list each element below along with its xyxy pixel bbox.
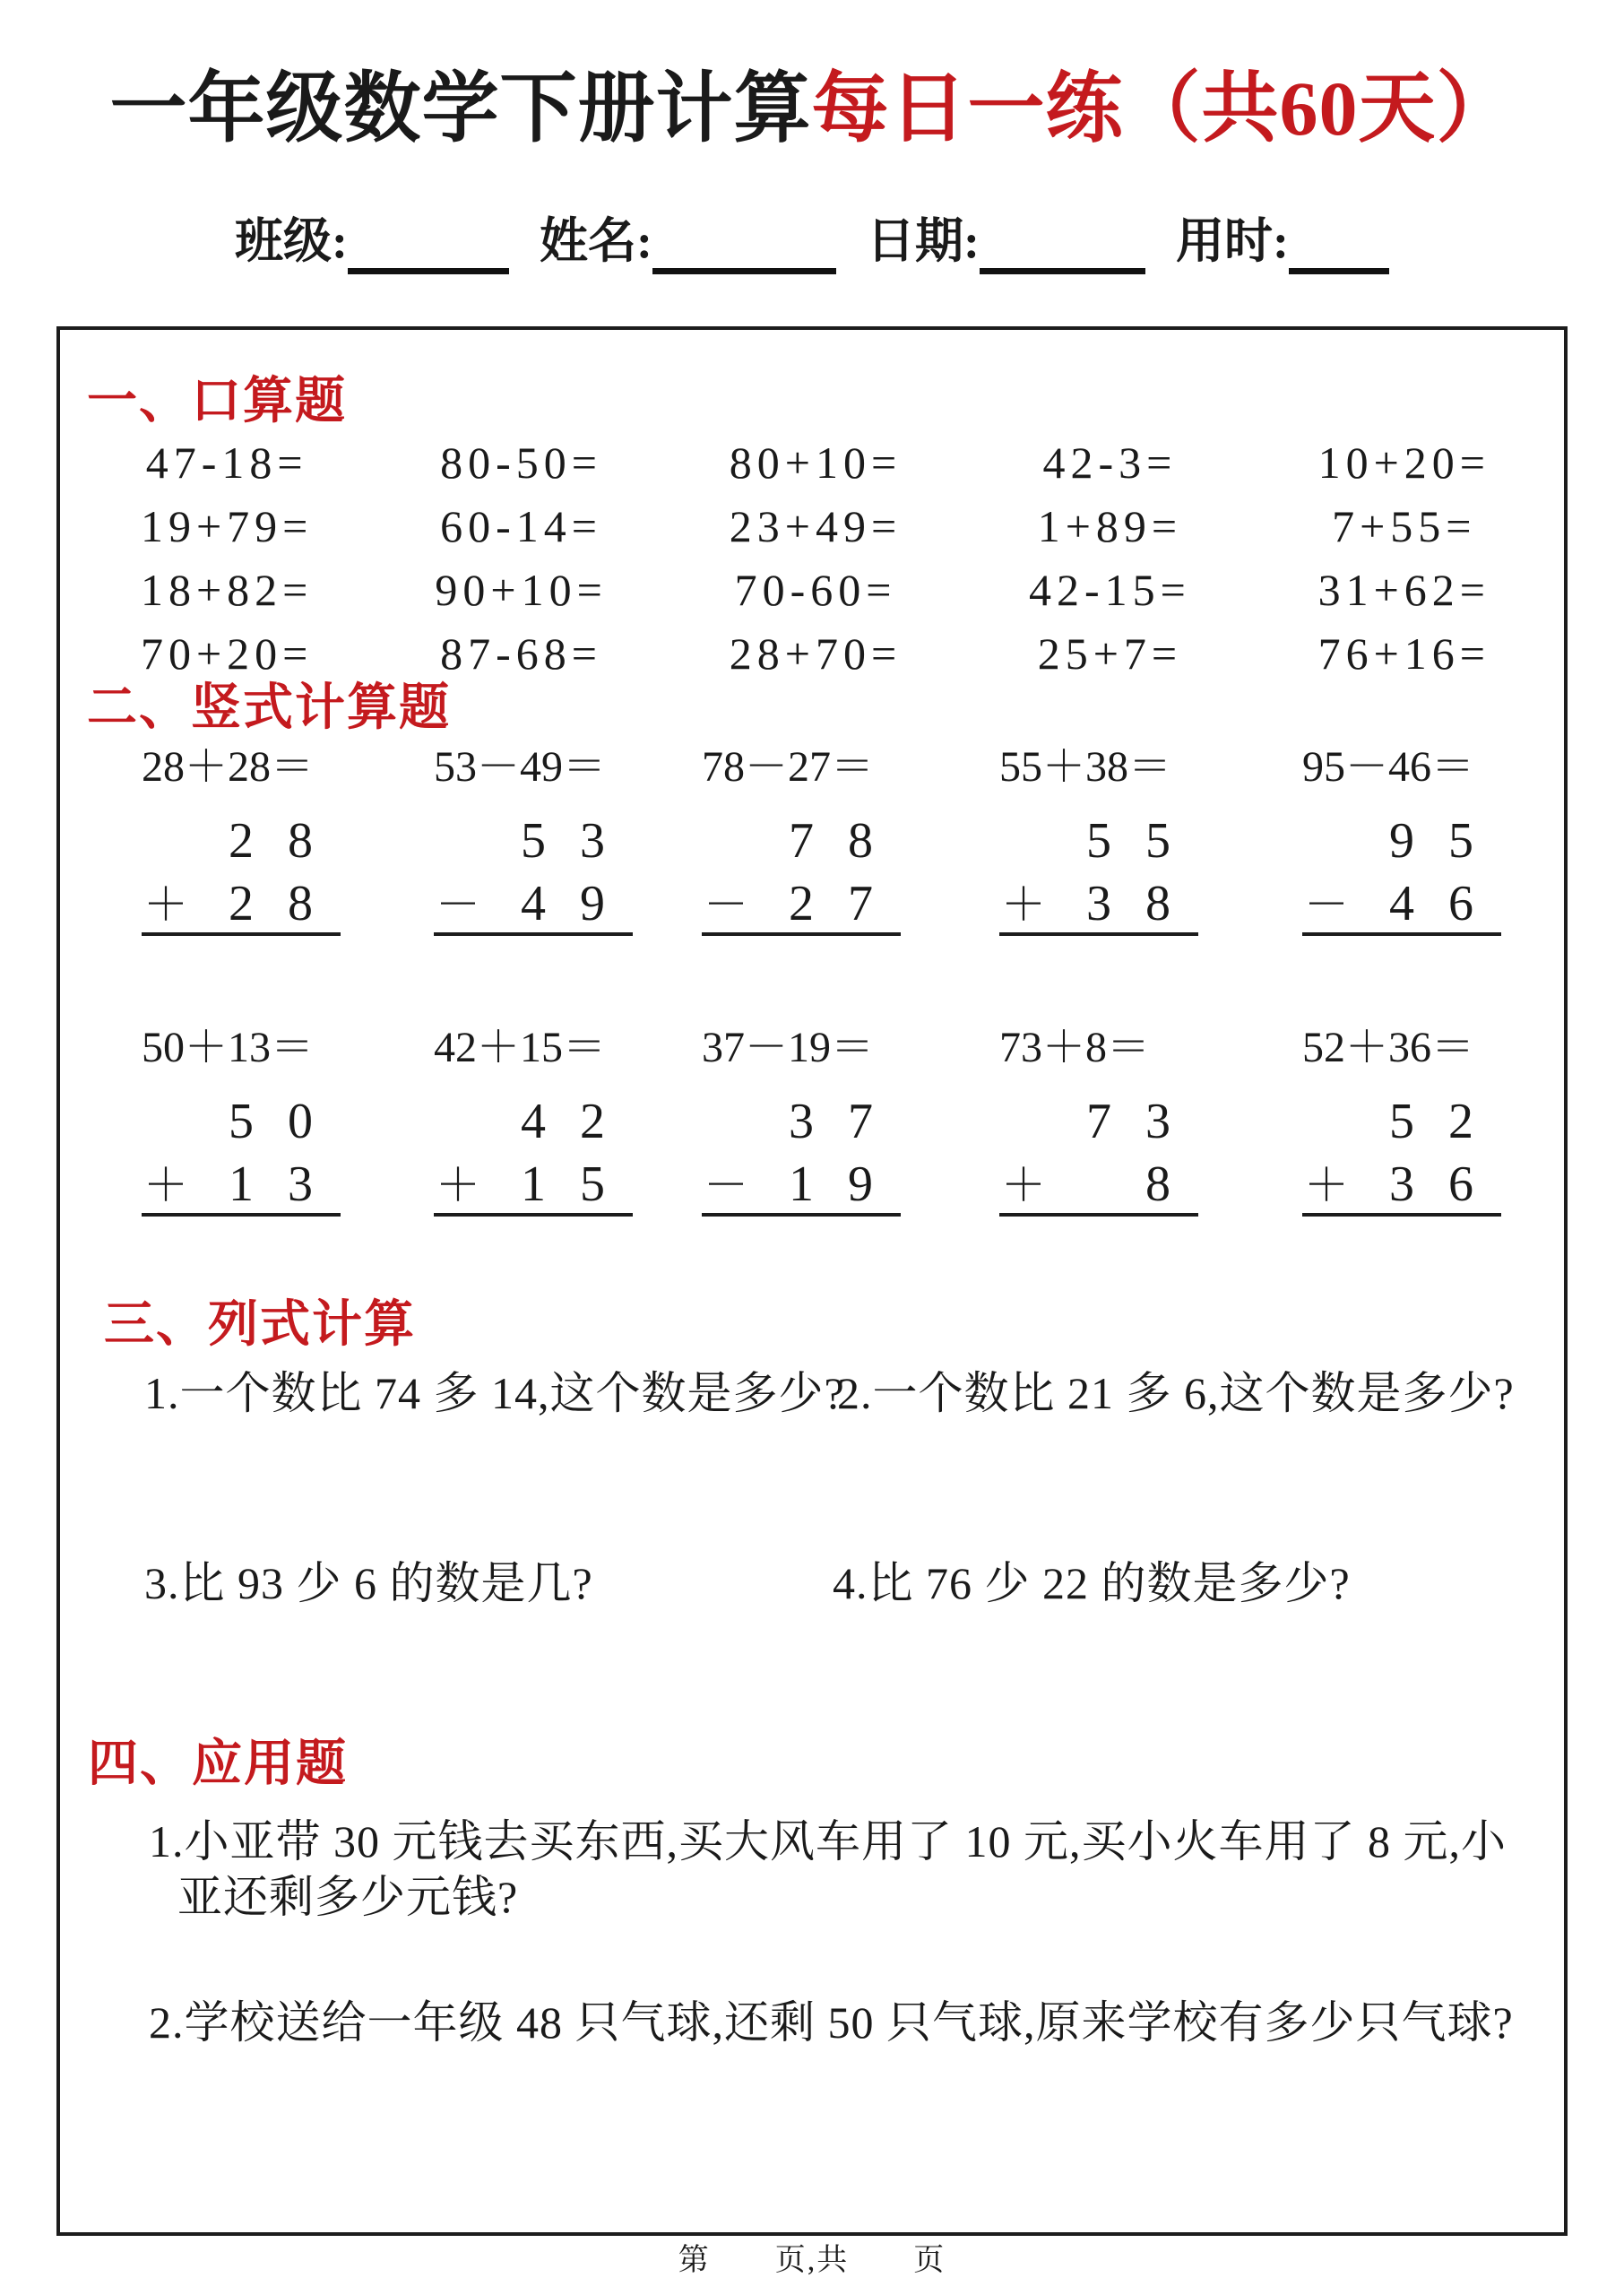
digit: 2 (789, 876, 814, 931)
vertical-problem (434, 744, 640, 946)
digit: 2 (580, 1094, 605, 1149)
digit: 5 (1145, 813, 1170, 869)
digit: 2 (1448, 1094, 1473, 1149)
time-label: 用时: (1175, 214, 1289, 268)
operator: － (1304, 879, 1349, 930)
vertical-problem (999, 744, 1205, 946)
answer-line (999, 932, 1198, 936)
digit: 5 (1086, 813, 1111, 869)
class-field (235, 213, 509, 269)
vertical-equation: 37－19＝ (702, 1024, 875, 1071)
oral-problem: 19+79= (140, 500, 314, 551)
oral-problem: 80+10= (729, 437, 903, 488)
vertical-top-number (999, 1096, 1205, 1147)
digit: 7 (789, 813, 814, 869)
vertical-top-number (1302, 1096, 1508, 1147)
name-blank-line (652, 226, 836, 274)
operator: ＋ (436, 1160, 480, 1210)
digit: 3 (1389, 1156, 1414, 1212)
vertical-equation: 42＋15＝ (434, 1024, 607, 1071)
digit: 3 (1145, 1094, 1170, 1149)
answer-line (999, 1213, 1198, 1217)
digit: 7 (848, 876, 873, 931)
vertical-top-number (999, 813, 1205, 869)
vertical-problem (999, 1025, 1205, 1226)
digit: 9 (580, 876, 605, 931)
oral-problem: 42-15= (1028, 564, 1191, 615)
digit: 7 (1086, 1094, 1111, 1149)
vertical-bottom-number (702, 1156, 908, 1212)
word-problem-2: 2.学校送给一年级 48 只气球,还剩 50 只气球,原来学校有多少只气球? (149, 1997, 1514, 2048)
operator: － (436, 879, 480, 930)
vertical-problem (1302, 1025, 1508, 1226)
class-label: 班级: (235, 214, 349, 268)
digit: 8 (1145, 1156, 1170, 1212)
date-blank-line (980, 226, 1145, 274)
oral-problem: 60-14= (440, 500, 603, 551)
digit: 9 (848, 1156, 873, 1212)
oral-problem: 70-60= (734, 564, 897, 615)
oral-problem: 7+55= (1332, 500, 1477, 551)
oral-problem: 28+70= (729, 628, 903, 679)
digit: 5 (1389, 1094, 1414, 1149)
digit: 3 (288, 1156, 313, 1212)
expression-problem-2: 2.一个数比 21 多 6,这个数是多少? (837, 1368, 1515, 1418)
digit: 6 (1448, 1156, 1473, 1212)
operator: ＋ (143, 879, 188, 930)
digit: 2 (229, 813, 254, 869)
digit: 5 (521, 813, 546, 869)
vertical-bottom-number (434, 876, 640, 931)
vertical-top-number (142, 813, 348, 869)
oral-problem: 90+10= (435, 564, 608, 615)
vertical-top-number (702, 813, 908, 869)
digit: 1 (789, 1156, 814, 1212)
vertical-problem (142, 1025, 348, 1226)
digit: 2 (229, 876, 254, 931)
answer-line (702, 932, 901, 936)
answer-line (142, 1213, 341, 1217)
time-field (1176, 213, 1389, 269)
vertical-row-1 (60, 744, 1564, 959)
header-fields (0, 213, 1624, 269)
vertical-top-number (434, 1096, 640, 1147)
vertical-equation: 73＋8＝ (999, 1024, 1151, 1071)
digit: 8 (1145, 876, 1170, 931)
operator: － (704, 1160, 748, 1210)
digit: 5 (1448, 813, 1473, 869)
oral-problem: 18+82= (140, 564, 314, 615)
oral-problem: 80-50= (440, 437, 603, 488)
section-heading-oral: 一、口算题 (87, 374, 347, 429)
vertical-equation: 53－49＝ (434, 743, 607, 791)
answer-line (1302, 1213, 1501, 1217)
digit: 3 (580, 813, 605, 869)
vertical-bottom-number (999, 876, 1205, 931)
vertical-equation: 95－46＝ (1302, 743, 1475, 791)
answer-line (434, 1213, 633, 1217)
operator: ＋ (1304, 1160, 1349, 1210)
page-title (0, 66, 1624, 152)
digit: 4 (521, 1094, 546, 1149)
digit: 5 (580, 1156, 605, 1212)
operator: ＋ (1001, 879, 1046, 930)
digit: 9 (1389, 813, 1414, 869)
vertical-bottom-number (142, 876, 348, 931)
name-field (540, 213, 836, 269)
date-label: 日期: (867, 214, 980, 268)
class-blank-line (348, 226, 509, 274)
answer-line (702, 1213, 901, 1217)
vertical-top-number (434, 813, 640, 869)
section-heading-vertical: 二、竖式计算题 (87, 680, 451, 736)
digit: 8 (288, 813, 313, 869)
vertical-problem (434, 1025, 640, 1226)
vertical-bottom-number (1302, 1156, 1508, 1212)
vertical-equation: 55＋38＝ (999, 743, 1172, 791)
vertical-top-number (702, 1096, 908, 1147)
vertical-top-number (142, 1096, 348, 1147)
vertical-problem (1302, 744, 1508, 946)
digit: 6 (1448, 876, 1473, 931)
vertical-equation: 78－27＝ (702, 743, 875, 791)
digit: 3 (789, 1094, 814, 1149)
digit: 7 (848, 1094, 873, 1149)
oral-problem: 70+20= (140, 628, 314, 679)
word-problem-1-line-1: 1.小亚带 30 元钱去买东西,买大风车用了 10 元,买小火车用了 8 元,小 (149, 1816, 1507, 1866)
oral-problem: 23+49= (729, 500, 903, 551)
digit: 5 (229, 1094, 254, 1149)
digit: 8 (288, 876, 313, 931)
vertical-bottom-number (702, 876, 908, 931)
section-heading-word: 四、应用题 (88, 1736, 348, 1792)
operator: ＋ (1001, 1160, 1046, 1210)
vertical-top-number (1302, 813, 1508, 869)
operator: ＋ (143, 1160, 188, 1210)
oral-problem: 1+89= (1037, 500, 1183, 551)
vertical-row-2 (60, 1025, 1564, 1240)
vertical-problem (702, 1025, 908, 1226)
vertical-equation: 28＋28＝ (142, 743, 315, 791)
digit: 1 (521, 1156, 546, 1212)
oral-problem: 10+20= (1317, 437, 1490, 488)
oral-problems-grid (80, 430, 1551, 685)
section-heading-expression: 三、列式计算 (104, 1297, 416, 1353)
expression-problem-1: 1.一个数比 74 多 14,这个数是多少? (144, 1368, 845, 1418)
answer-line (1302, 932, 1501, 936)
digit: 0 (288, 1094, 313, 1149)
page-title-red: 每日一练（共60天） (811, 65, 1515, 152)
digit: 4 (521, 876, 546, 931)
oral-problem: 76+16= (1317, 628, 1490, 679)
vertical-bottom-number (434, 1156, 640, 1212)
oral-problem: 87-68= (440, 628, 603, 679)
vertical-equation: 50＋13＝ (142, 1024, 315, 1071)
operator: － (704, 879, 748, 930)
name-label: 姓名: (540, 214, 652, 268)
page-footer: 第 页,共 页 (678, 2244, 946, 2277)
vertical-bottom-number (142, 1156, 348, 1212)
time-blank-line (1289, 226, 1389, 274)
oral-problem: 25+7= (1037, 628, 1183, 679)
answer-line (434, 932, 633, 936)
vertical-bottom-number (1302, 876, 1508, 931)
digit: 8 (848, 813, 873, 869)
answer-line (142, 932, 341, 936)
oral-problem: 31+62= (1317, 564, 1490, 615)
page-title-black: 一年级数学下册计算 (109, 65, 812, 152)
oral-problem: 47-18= (145, 437, 308, 488)
vertical-problem (142, 744, 348, 946)
expression-problem-4: 4.比 76 少 22 的数是多少? (833, 1558, 1351, 1608)
word-problem-1-line-2: 亚还剩多少元钱? (177, 1872, 519, 1922)
expression-problem-3: 3.比 93 少 6 的数是几? (144, 1558, 593, 1608)
vertical-problem (702, 744, 908, 946)
digit: 4 (1389, 876, 1414, 931)
worksheet-border-box (56, 326, 1568, 2236)
vertical-bottom-number (999, 1156, 1205, 1212)
vertical-equation: 52＋36＝ (1302, 1024, 1475, 1071)
oral-problem: 42-3= (1042, 437, 1178, 488)
digit: 3 (1086, 876, 1111, 931)
date-field (867, 213, 1145, 269)
digit: 1 (229, 1156, 254, 1212)
